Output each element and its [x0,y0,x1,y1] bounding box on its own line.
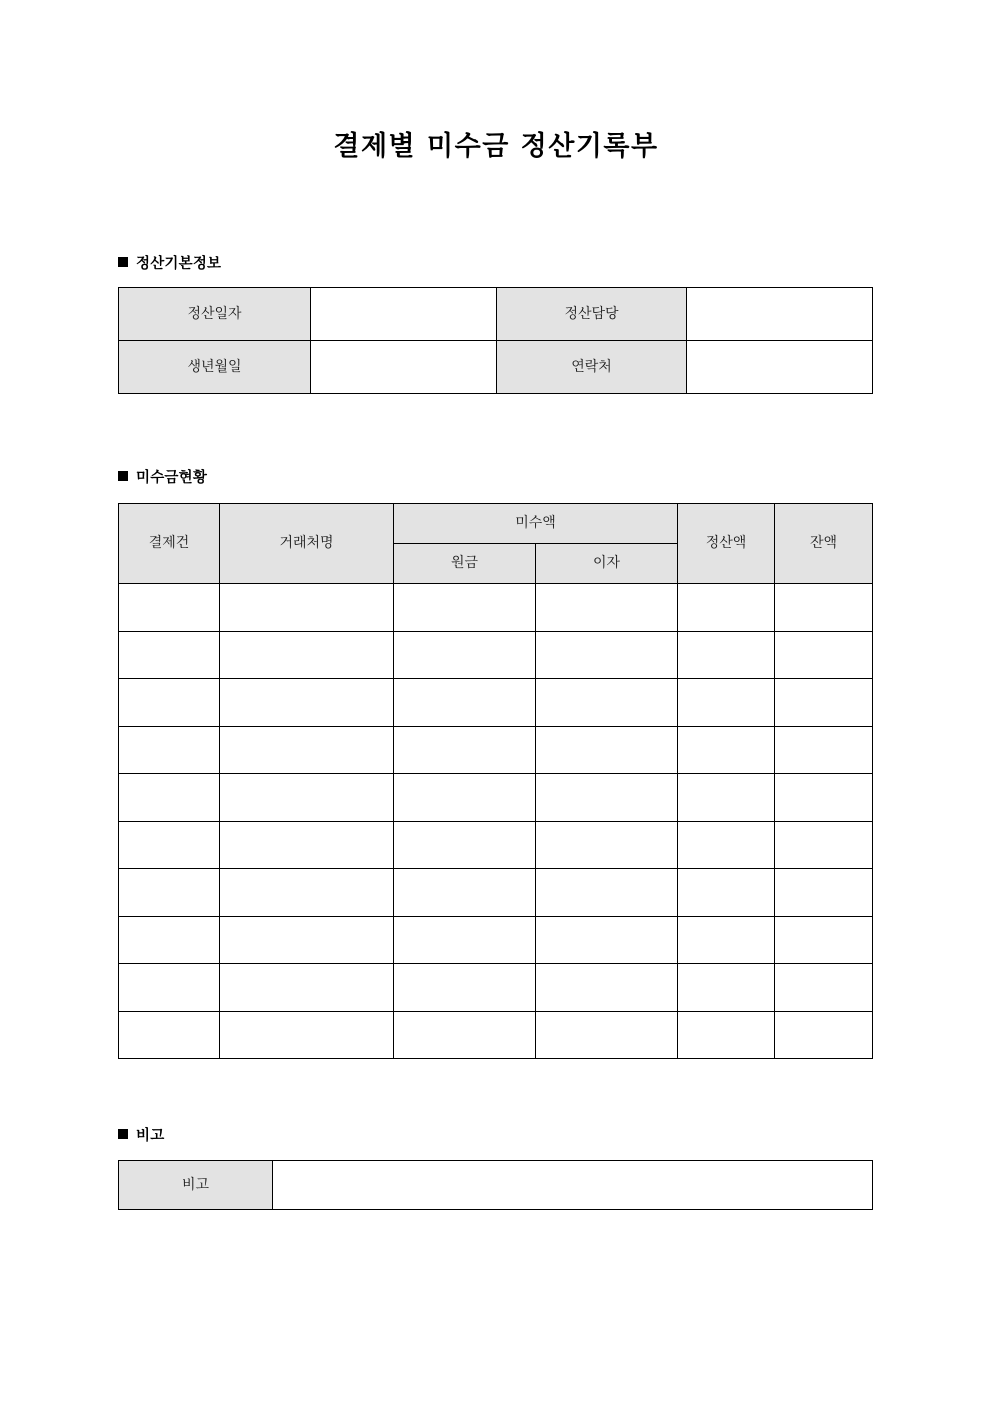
square-bullet-icon [118,1129,128,1139]
cell-principal[interactable] [394,726,536,774]
receivable-status-table [118,503,873,1059]
cell-interest[interactable] [536,726,678,774]
cell-principal[interactable] [394,964,536,1012]
column-header-interest: 이자 [536,544,678,584]
cell-client-name[interactable] [220,916,394,964]
cell-principal[interactable] [394,916,536,964]
cell-interest[interactable] [536,916,678,964]
cell-client-name[interactable] [220,821,394,869]
cell-interest[interactable] [536,821,678,869]
field-contact[interactable] [687,341,873,394]
cell-payment-case[interactable] [119,964,220,1012]
cell-settled-amount[interactable] [678,774,775,822]
table-header-row [119,504,873,544]
column-header-receivable-group: 미수액 [394,504,678,544]
cell-client-name[interactable] [220,774,394,822]
cell-interest[interactable] [536,774,678,822]
cell-interest[interactable] [536,631,678,679]
cell-balance[interactable] [775,774,873,822]
table-row [119,916,873,964]
column-header-settled-amount: 정산액 [678,504,775,584]
column-header-payment-case: 결제건 [119,504,220,584]
table-row [119,584,873,632]
table-row [119,679,873,727]
section-heading-remarks [118,1124,164,1145]
cell-interest[interactable] [536,964,678,1012]
cell-interest[interactable] [536,584,678,632]
field-birth-date[interactable] [311,341,497,394]
cell-principal[interactable] [394,1011,536,1059]
cell-payment-case[interactable] [119,726,220,774]
section-heading-remarks-label: 비고 [136,1128,165,1144]
cell-principal[interactable] [394,584,536,632]
cell-payment-case[interactable] [119,631,220,679]
cell-payment-case[interactable] [119,1011,220,1059]
cell-settled-amount[interactable] [678,869,775,917]
label-remarks: 비고 [119,1161,273,1210]
label-settlement-date: 정산일자 [119,288,311,341]
cell-settled-amount[interactable] [678,631,775,679]
cell-principal[interactable] [394,821,536,869]
cell-client-name[interactable] [220,584,394,632]
square-bullet-icon [118,257,128,267]
cell-payment-case[interactable] [119,916,220,964]
table-row [119,288,873,341]
page-title: 결제별 미수금 정산기록부 [333,131,659,162]
cell-interest[interactable] [536,679,678,727]
cell-interest[interactable] [536,1011,678,1059]
cell-client-name[interactable] [220,726,394,774]
section-heading-receivable-status-label: 미수금현황 [136,470,208,486]
cell-settled-amount[interactable] [678,821,775,869]
cell-balance[interactable] [775,869,873,917]
table-row [119,726,873,774]
cell-balance[interactable] [775,631,873,679]
field-settlement-date[interactable] [311,288,497,341]
cell-balance[interactable] [775,679,873,727]
label-settlement-manager: 정산담당 [497,288,687,341]
cell-balance[interactable] [775,726,873,774]
section-heading-basic-info-label: 정산기본정보 [136,256,222,272]
cell-balance[interactable] [775,964,873,1012]
square-bullet-icon [118,471,128,481]
cell-client-name[interactable] [220,1011,394,1059]
cell-settled-amount[interactable] [678,964,775,1012]
column-header-client-name: 거래처명 [220,504,394,584]
section-heading-basic-info [118,252,221,273]
cell-principal[interactable] [394,869,536,917]
table-row [119,631,873,679]
table-row [119,964,873,1012]
field-remarks[interactable] [273,1161,873,1210]
table-row [119,869,873,917]
cell-payment-case[interactable] [119,774,220,822]
section-heading-receivable-status [118,466,207,487]
cell-settled-amount[interactable] [678,679,775,727]
cell-payment-case[interactable] [119,821,220,869]
label-birth-date: 생년월일 [119,341,311,394]
cell-payment-case[interactable] [119,679,220,727]
cell-principal[interactable] [394,679,536,727]
column-header-principal: 원금 [394,544,536,584]
cell-settled-amount[interactable] [678,916,775,964]
cell-payment-case[interactable] [119,869,220,917]
column-header-balance: 잔액 [775,504,873,584]
cell-payment-case[interactable] [119,584,220,632]
label-contact: 연락처 [497,341,687,394]
cell-balance[interactable] [775,821,873,869]
cell-balance[interactable] [775,1011,873,1059]
cell-balance[interactable] [775,916,873,964]
cell-settled-amount[interactable] [678,726,775,774]
table-row [119,341,873,394]
cell-interest[interactable] [536,869,678,917]
remarks-table [118,1160,873,1210]
table-row [119,821,873,869]
table-row [119,1161,873,1210]
cell-settled-amount[interactable] [678,584,775,632]
cell-principal[interactable] [394,631,536,679]
cell-settled-amount[interactable] [678,1011,775,1059]
field-settlement-manager[interactable] [687,288,873,341]
cell-principal[interactable] [394,774,536,822]
cell-balance[interactable] [775,584,873,632]
cell-client-name[interactable] [220,869,394,917]
basic-info-table [118,287,873,394]
table-row [119,774,873,822]
receivable-status-body [119,584,873,1059]
table-row [119,1011,873,1059]
cell-client-name[interactable] [220,631,394,679]
cell-client-name[interactable] [220,679,394,727]
cell-client-name[interactable] [220,964,394,1012]
